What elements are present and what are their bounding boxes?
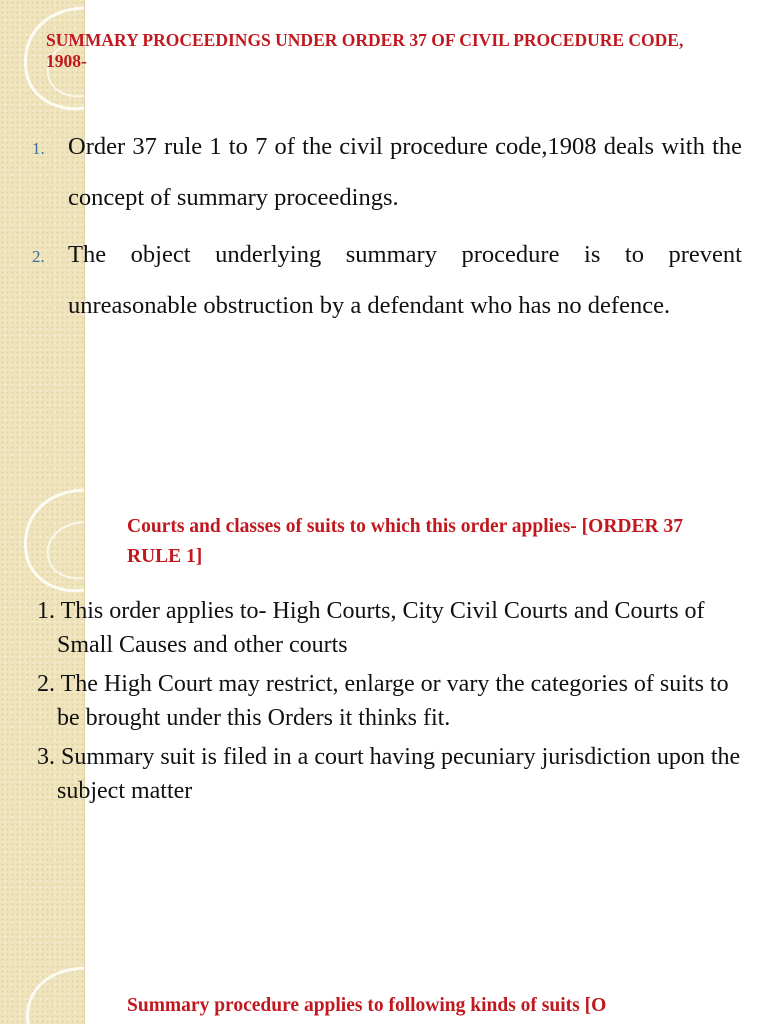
list-item [28, 122, 742, 223]
slide-2 [0, 482, 768, 964]
list-number: 1. [32, 139, 45, 158]
list-number: 2. [32, 247, 45, 266]
list-item [28, 230, 742, 331]
list-text: The object underlying summary procedure is to prevent unreasonable obstruction by a defendant who has no defence. [68, 241, 742, 319]
numbered-list [37, 594, 747, 813]
list-item: 1. This order applies to- High Courts, City Civil Courts and Courts of Small Causes and other courts [37, 598, 705, 658]
section-heading: Summary procedure applies to following kinds of suits [O [127, 995, 607, 1016]
slide-1 [0, 0, 768, 482]
numbered-list [28, 122, 742, 338]
decorative-swirl-icon [0, 964, 100, 1024]
slide-3 [0, 964, 768, 1024]
list-item: 3. Summary suit is filed in a court having pecuniary jurisdiction upon the subject matter [37, 744, 741, 804]
list-item: 2. The High Court may restrict, enlarge or vary the categories of suits to be brought under this Orders it thinks fit. [37, 671, 729, 731]
section-heading: Courts and classes of suits to which this order applies- [ORDER 37 RULE 1] [127, 516, 683, 567]
list-text: Order 37 rule 1 to 7 of the civil procedure code,1908 deals with the concept of summary proceedings. [68, 133, 742, 211]
slide-title: SUMMARY PROCEEDINGS UNDER ORDER 37 OF CIVIL PROCEDURE CODE, 1908- [46, 30, 684, 71]
